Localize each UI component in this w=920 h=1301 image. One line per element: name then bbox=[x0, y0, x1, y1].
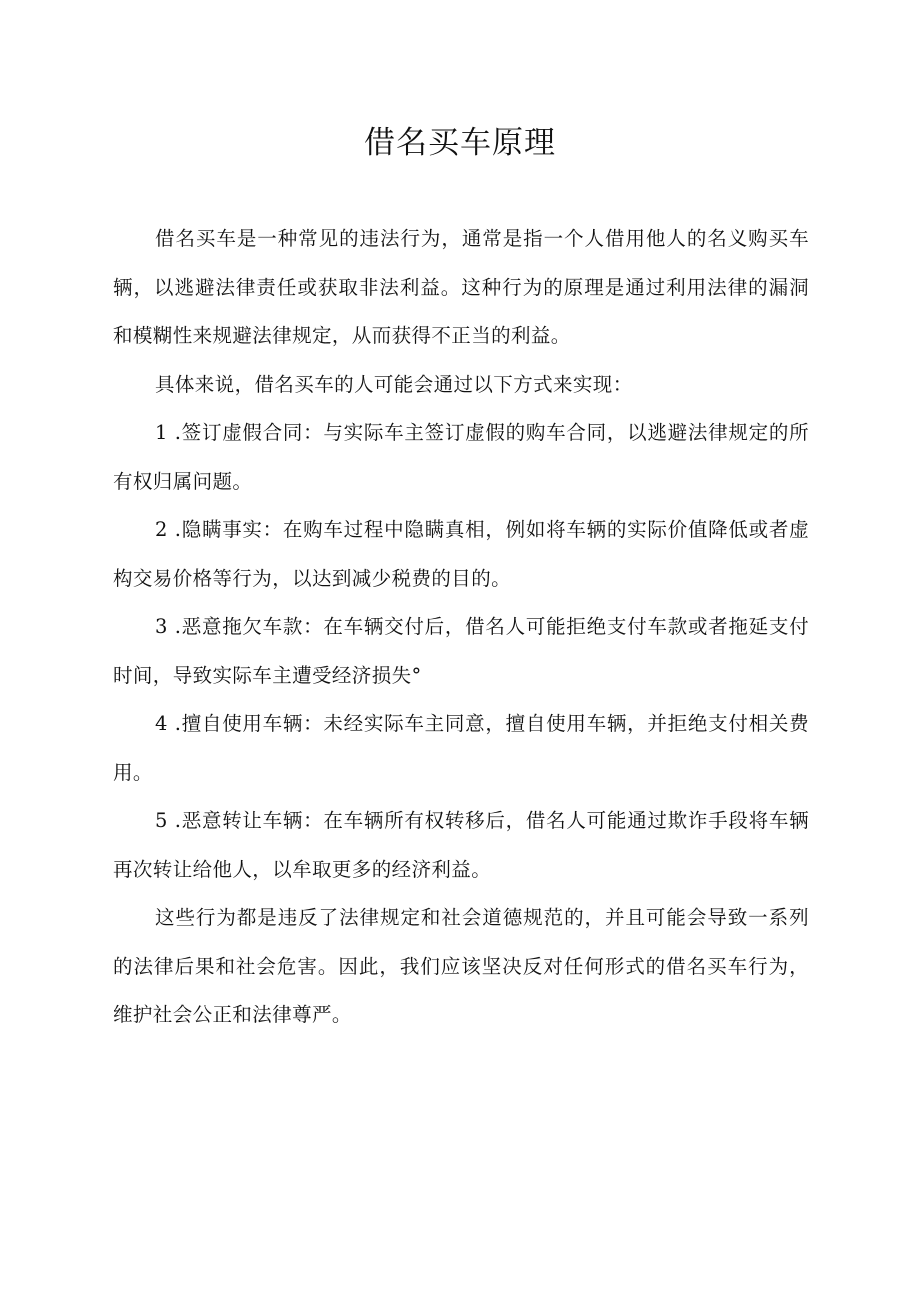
paragraph-conclusion: 这些行为都是违反了法律规定和社会道德规范的，并且可能会导致一系列的法律后果和社会危害。因此，我们应该坚决反对任何形式的借名买车行为，维护社会公正和法律尊严。 bbox=[113, 906, 809, 1026]
list-item-2: 2 .隐瞒事实：在购车过程中隐瞒真相，例如将车辆的实际价值降低或者虚构交易价格等行为，以达到减少税费的目的。 bbox=[113, 518, 809, 590]
list-item-1: 1 .签订虚假合同：与实际车主签订虚假的购车合同，以逃避法律规定的所有权归属问题。 bbox=[113, 421, 809, 493]
document-body bbox=[113, 215, 809, 1040]
list-item-4: 4 .擅自使用车辆：未经实际车主同意，擅自使用车辆，并拒绝支付相关费用。 bbox=[113, 712, 809, 784]
paragraph-intro: 借名买车是一种常见的违法行为，通常是指一个人借用他人的名义购买车辆，以逃避法律责任或获取非法利益。这种行为的原理是通过利用法律的漏洞和模糊性来规避法律规定，从而获得不正当的利益。 bbox=[113, 227, 809, 347]
list-item-3: 3 .恶意拖欠车款：在车辆交付后，借名人可能拒绝支付车款或者拖延支付时间，导致实际车主遭受经济损失° bbox=[113, 615, 809, 687]
document-title: 借名买车原理 bbox=[364, 125, 556, 161]
list-item-5: 5 .恶意转让车辆：在车辆所有权转移后，借名人可能通过欺诈手段将车辆再次转让给他人，以牟取更多的经济利益。 bbox=[113, 809, 809, 881]
paragraph-lead-in: 具体来说，借名买车的人可能会通过以下方式来实现： bbox=[155, 372, 633, 396]
